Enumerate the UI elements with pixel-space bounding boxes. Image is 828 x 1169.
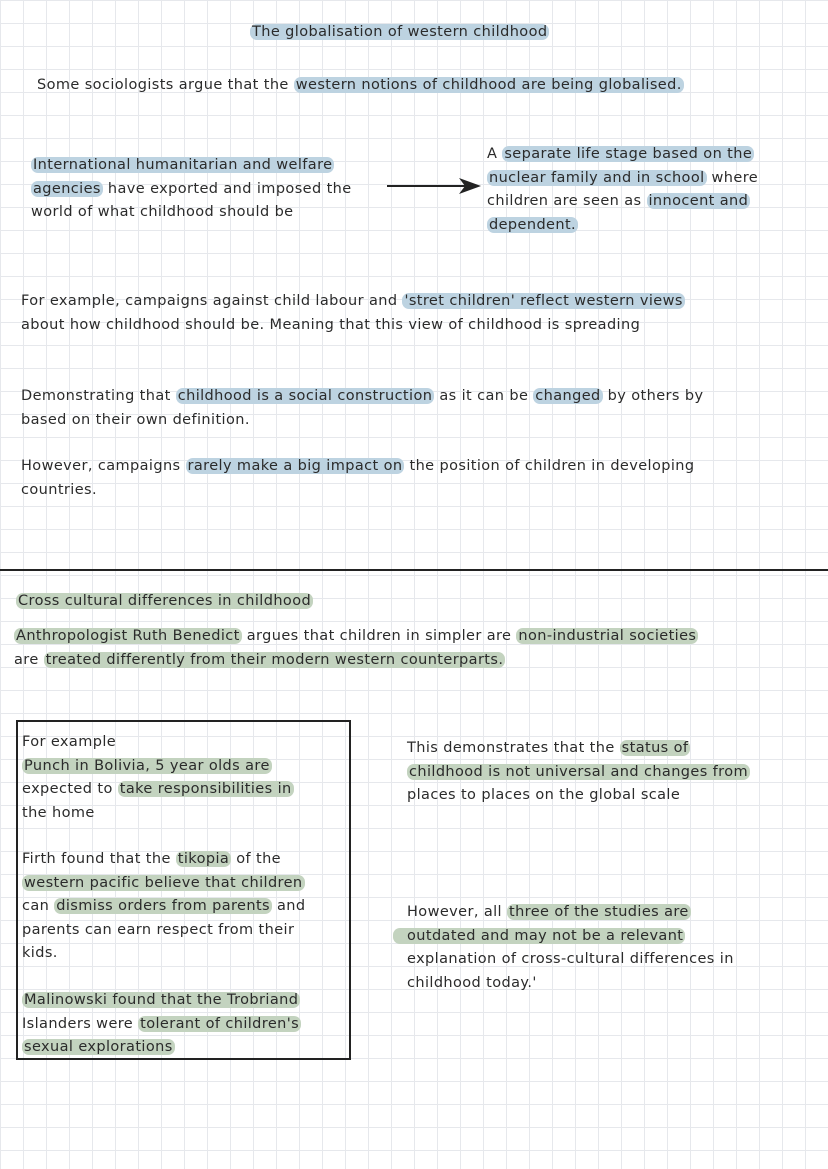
firth-hl3: dismiss orders from parents [56, 898, 270, 914]
firth-l1-post: of the [231, 851, 281, 867]
outdated-l4: childhood today.' [407, 974, 537, 991]
however-pre: However, campaigns [21, 458, 186, 474]
left-note-agencies: agencies [33, 180, 101, 197]
left-note-line3: world of what childhood should be [31, 204, 294, 220]
however-post: the position of children in developing [404, 458, 695, 474]
page-title-text: The globalisation of western childhood [252, 24, 548, 40]
right-note [487, 143, 758, 237]
status-l3: places to places on the global scale [407, 787, 681, 803]
benedict-hl3: treated differently from their modern western counterparts. [45, 651, 504, 668]
however-l2: countries. [21, 481, 97, 498]
construction-paragraph [21, 385, 703, 432]
firth-l5: kids. [22, 945, 58, 961]
right-note-hl1: separate life stage based on the [504, 146, 753, 162]
outdated-l1-pre: However, all [407, 904, 507, 920]
intro-text: Some sociologists argue that the [37, 77, 294, 93]
outdated-hl2: outdated and may not be a relevant [393, 928, 685, 944]
construction-post: by others by [602, 388, 704, 404]
punch-l3: the home [22, 804, 95, 821]
example-l2: about how childhood should be. Meaning that this view of childhood is spreading [21, 316, 641, 333]
construction-l2: based on their own definition. [21, 411, 250, 428]
benedict-l2-pre: are [14, 651, 44, 668]
example-label: For example [22, 734, 117, 750]
benedict-hl2: non-industrial societies [518, 628, 697, 644]
punch-l2-pre: expected to [22, 781, 118, 797]
firth-l3-post: and [272, 898, 306, 914]
intro-line [37, 74, 684, 98]
firth-tikopia: tikopia [177, 851, 230, 867]
status-hl2: childhood is not universal and changes from [409, 763, 749, 780]
punch-hl: Punch in Bolivia, 5 year olds are [24, 757, 270, 774]
firth-hl2: western pacific believe that children [24, 874, 303, 891]
benedict-mid: argues that children in simpler are [241, 628, 517, 644]
firth-l1-pre: Firth found that the [22, 851, 176, 867]
example-hl: 'stret children' reflect western views [404, 293, 683, 309]
example-l1: For example, campaigns against child labour and [21, 293, 403, 309]
mal-l2-pre: Islanders were [22, 1015, 139, 1032]
section2-heading [16, 590, 313, 614]
status-paragraph [407, 737, 750, 808]
page-title [250, 21, 549, 45]
outdated-l3: explanation of cross-cultural differences in [407, 951, 734, 967]
firth-l4: parents can earn respect from their [22, 921, 295, 938]
status-hl1: status of [621, 740, 689, 756]
right-note-where: where [706, 169, 759, 186]
right-note-a: A [487, 146, 503, 162]
however-hl: rarely make a big impact on [187, 458, 403, 474]
construction-pre: Demonstrating that [21, 388, 176, 404]
left-note [31, 154, 352, 225]
mal-hl1: Malinowski found that the Trobriand [24, 992, 299, 1008]
left-note-line1: International humanitarian and welfare [33, 157, 333, 173]
however-paragraph [21, 455, 694, 502]
outdated-hl1: three of the studies are [509, 904, 689, 920]
outdated-paragraph [407, 901, 734, 995]
firth-l3-pre: can [22, 898, 55, 914]
right-arrow-icon [387, 176, 483, 196]
construction-hl1: childhood is a social construction [177, 388, 433, 404]
benedict-paragraph [14, 625, 698, 672]
section2-heading-text: Cross cultural differences in childhood [18, 593, 312, 609]
benedict-hl1: Anthropologist Ruth Benedict [16, 628, 240, 644]
right-note-l3: children are seen as [487, 193, 647, 209]
punch-hl2: take responsibilities in [119, 781, 292, 797]
right-note-hl2: nuclear family and in school [489, 169, 705, 186]
left-note-line2: have exported and imposed the [102, 180, 352, 197]
status-l1-pre: This demonstrates that the [407, 740, 620, 756]
mal-hl2: tolerant of children's [140, 1015, 300, 1032]
firth-example [22, 848, 306, 966]
mal-hl3: sexual explorations [24, 1039, 173, 1055]
construction-mid: as it can be [434, 388, 534, 404]
construction-hl2: changed [535, 388, 601, 404]
right-note-hl3: innocent and [648, 193, 749, 209]
example-paragraph [21, 290, 685, 337]
punch-example [22, 731, 294, 825]
right-note-hl4: dependent. [489, 216, 577, 233]
malinowski-example [22, 989, 301, 1060]
intro-highlight: western notions of childhood are being globalised. [295, 77, 682, 93]
section-divider [0, 569, 828, 571]
